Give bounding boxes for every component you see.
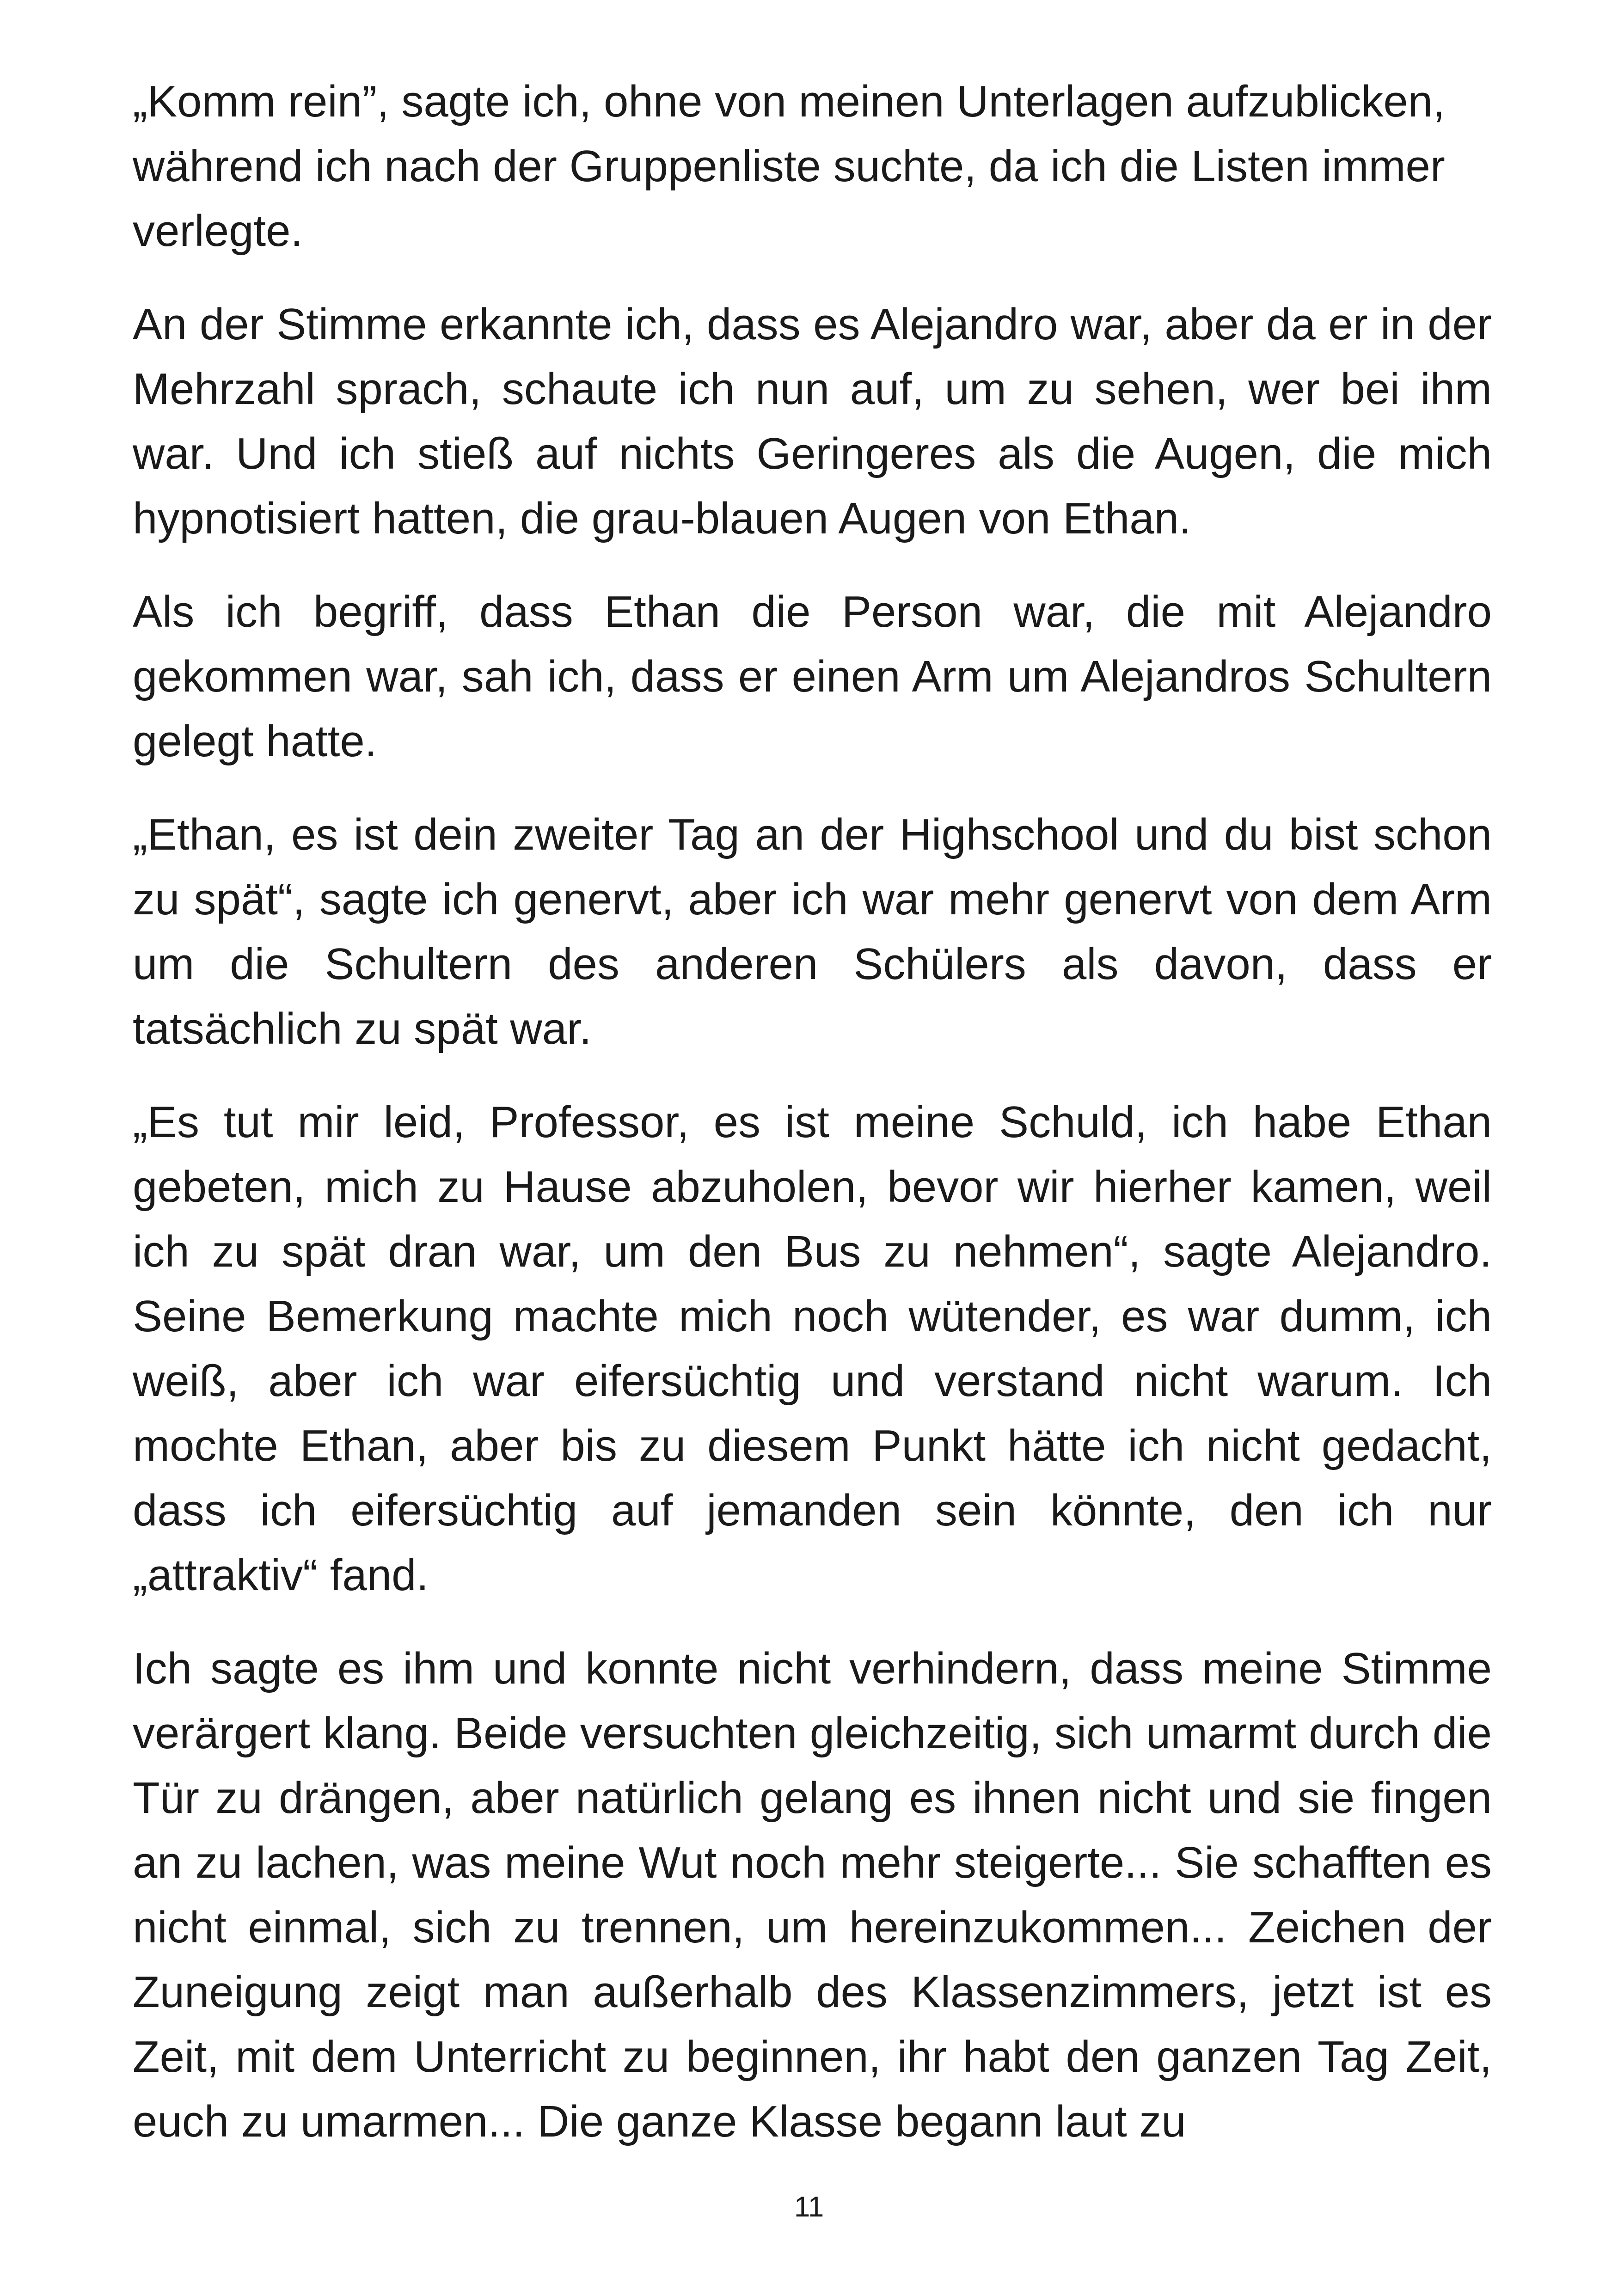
- paragraph-6: Ich sagte es ihm und konnte nicht verhindern, dass meine Stimme verärgert klang. Beide versuchten gleichzeitig, sich umarmt durch die Tür zu drängen, aber natürlich gelang es ihnen nicht und sie fingen an zu lachen, was meine Wut noch mehr steigerte... Sie schafften es nicht einmal, sich zu trennen, um hereinzukommen... Zeichen der Zuneigung zeigt man außerhalb des Klassenzimmers, jetzt ist es Zeit, mit dem Unterricht zu beginnen, ihr habt den ganzen Tag Zeit, euch zu umarmen... Die ganze Klasse begann laut zu: [133, 1644, 1492, 2146]
- paragraph-4: „Ethan, es ist dein zweiter Tag an der Highschool und du bist schon zu spät“, sagte ich genervt, aber ich war mehr genervt von dem Arm um die Schultern des anderen Schülers als davon, dass er tatsächlich zu spät war.: [133, 810, 1492, 1053]
- page-number: 11: [794, 2191, 824, 2223]
- paragraph-5: „Es tut mir leid, Professor, es ist meine Schuld, ich habe Ethan gebeten, mich zu Hause abzuholen, bevor wir hierher kamen, weil ich zu spät dran war, um den Bus zu nehmen“, sagte Alejandro. Seine Bemerkung machte mich noch wütender, es war dumm, ich weiß, aber ich war eifersüchtig und verstand nicht warum. Ich mochte Ethan, aber bis zu diesem Punkt hätte ich nicht gedacht, dass ich eifersüchtig auf jemanden sein könnte, den ich nur „attraktiv“ fand.: [133, 1097, 1492, 1600]
- paragraph-2: An der Stimme erkannte ich, dass es Alejandro war, aber da er in der Mehrzahl sprach, schaute ich nun auf, um zu sehen, wer bei ihm war. Und ich stieß auf nichts Geringeres als die Augen, die mich hypnotisiert hatten, die grau-blauen Augen von Ethan.: [133, 300, 1492, 543]
- paragraph-3: Als ich begriff, dass Ethan die Person war, die mit Alejandro gekommen war, sah ich, dass er einen Arm um Alejandros Schultern gelegt hatte.: [133, 587, 1492, 766]
- paragraph-1: „Komm rein”, sagte ich, ohne von meinen Unterlagen aufzublicken, während ich nach der Gruppenliste suchte, da ich die Listen immer verlegte.: [133, 77, 1445, 256]
- body-text: [133, 69, 1492, 2183]
